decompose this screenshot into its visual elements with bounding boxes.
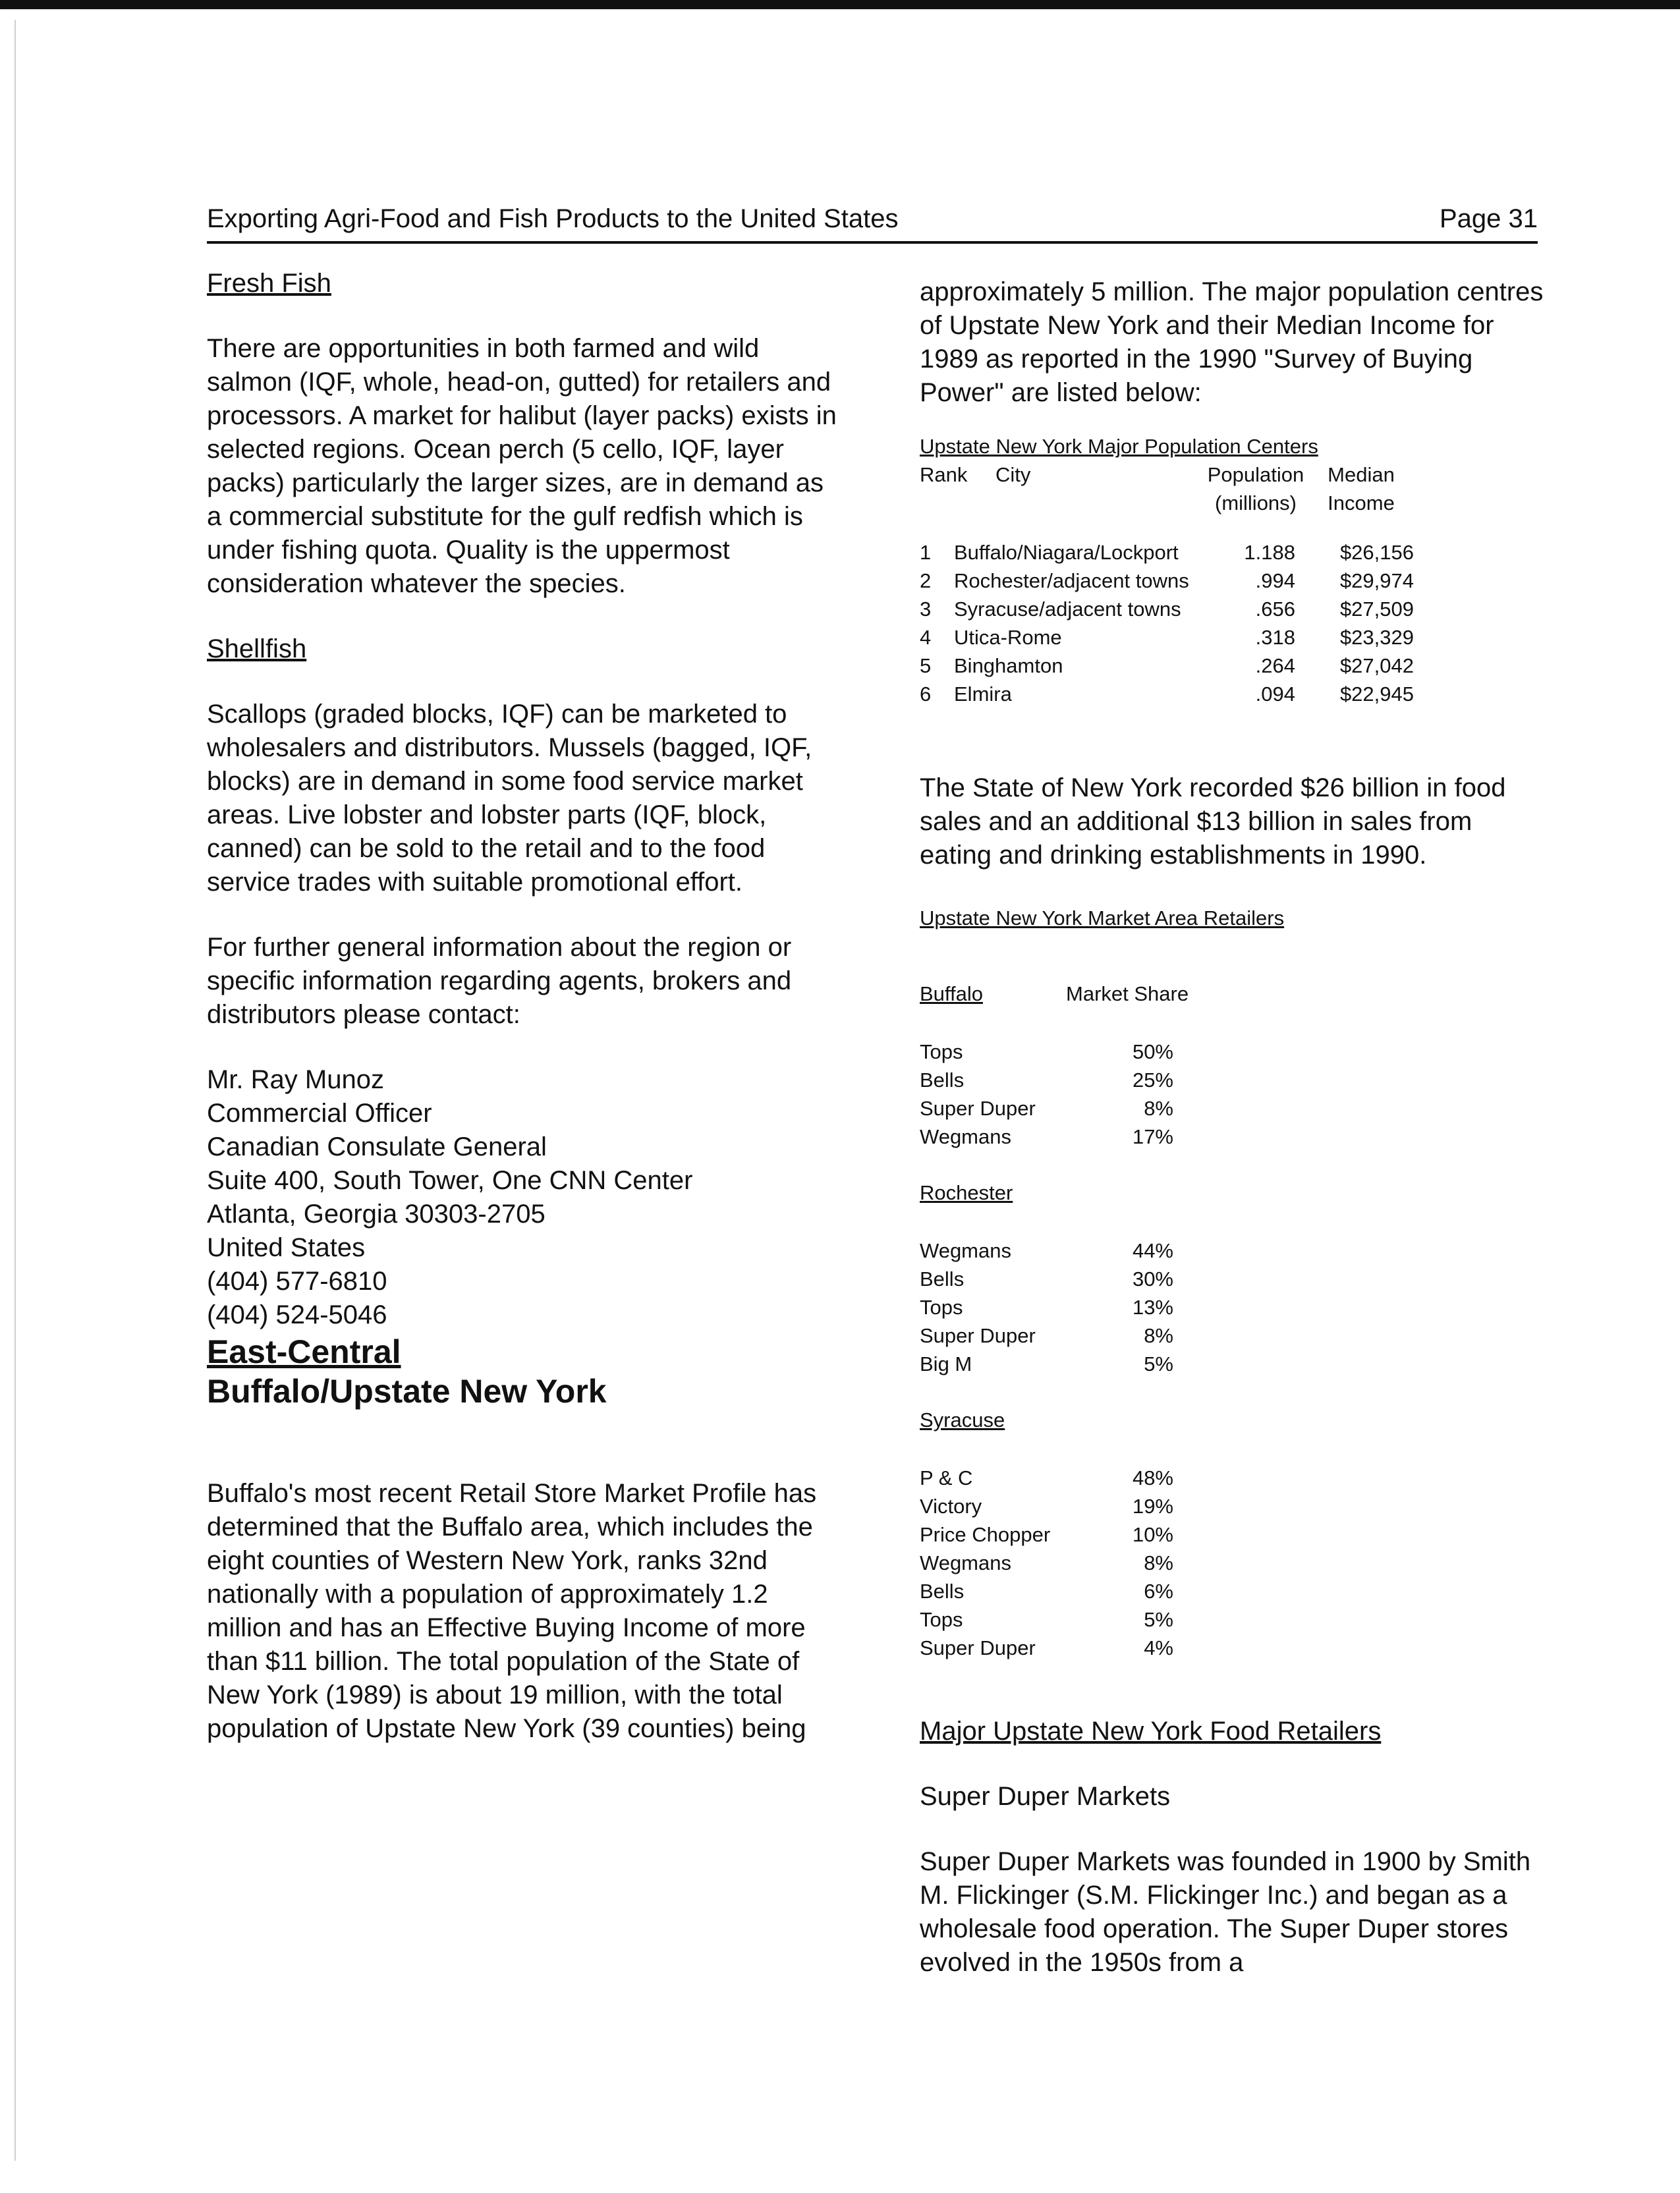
- left-column: [207, 267, 839, 1746]
- retailers-syracuse-header: [920, 1406, 1546, 1434]
- page-header: [207, 202, 1538, 244]
- sales-paragraph: The State of New York recorded $26 billion in food sales and an additional $13 billion in sales from eating and drinking establishments in 1990.: [920, 773, 1506, 870]
- table-row: Wegmans 8%: [920, 1551, 1173, 1574]
- region-heading: East-Central: [207, 1333, 401, 1370]
- retailers-buffalo-header: [920, 980, 1546, 1008]
- shellfish-heading: Shellfish: [207, 634, 307, 663]
- col-city: City: [995, 463, 1031, 486]
- continuation-paragraph: approximately 5 million. The major population centres of Upstate New York and their Median Income for 1989 as reported in the 1990 "Survey of Buying Power" are listed below:: [920, 277, 1544, 407]
- table-row: Bells 6%: [920, 1580, 1173, 1603]
- city-label: Buffalo: [920, 982, 983, 1005]
- retailers-table-title: Upstate New York Market Area Retailers: [920, 906, 1285, 930]
- buffalo-paragraph: Buffalo's most recent Retail Store Market Profile has determined that the Buffalo area, which includes the eight counties of Western New York, ranks 32nd nationally with a population of approximately 1.2 million and has an Effective Buying Income of more than $11 billion. The total population of the State of New York (1989) is about 19 million, with the total population of Upstate New York (39 counties) being: [207, 1479, 817, 1743]
- table-row: Big M 5%: [920, 1352, 1173, 1375]
- table-row: 1 Buffalo/Niagara/Lockport 1.188 $26,156: [920, 541, 1414, 564]
- fresh-fish-heading: Fresh Fish: [207, 269, 331, 298]
- table-row: 2 Rochester/adjacent towns .994 $29,974: [920, 569, 1414, 592]
- table-row: 3 Syracuse/adjacent towns .656 $27,509: [920, 597, 1414, 621]
- table-row: 6 Elmira .094 $22,945: [920, 682, 1414, 706]
- retailers-rochester-header: [920, 1179, 1546, 1207]
- contact-phone: (404) 524-5046: [207, 1300, 387, 1329]
- population-table-title: Upstate New York Major Population Centers: [920, 435, 1318, 458]
- contact-line: Canadian Consulate General: [207, 1132, 547, 1161]
- fresh-fish-paragraph: There are opportunities in both farmed and wild salmon (IQF, whole, head-on, gutted) for retailers and processors. A market for halibut (layer packs) exists in selected regions. Ocean perch (5 cello, IQF, layer packs) particularly the larger sizes, are in demand as a commercial substitute for the gulf redfish which is under fishing quota. Quality is the uppermost consideration whatever the species.: [207, 334, 837, 598]
- table-row: Tops 13%: [920, 1296, 1173, 1319]
- city-heading: Buffalo/Upstate New York: [207, 1373, 607, 1410]
- scan-top-edge: [0, 0, 1680, 9]
- shellfish-paragraph: Scallops (graded blocks, IQF) can be marketed to wholesalers and distributors. Mussels (bagged, IQF, blocks) are in demand in some food service market areas. Live lobster and lobster parts (IQF, block, canned) can be sold to the retail and to the food service trades with suitable promotional effort.: [207, 700, 812, 897]
- table-row: Tops 5%: [920, 1608, 1173, 1631]
- table-row: Victory 19%: [920, 1495, 1173, 1518]
- table-row: Bells 30%: [920, 1267, 1173, 1291]
- table-row: 4 Utica-Rome .318 $23,329: [920, 626, 1414, 649]
- contact-phone: (404) 577-6810: [207, 1267, 387, 1296]
- super-duper-heading: Super Duper Markets: [920, 1782, 1171, 1811]
- contact-line: Atlanta, Georgia 30303-2705: [207, 1200, 546, 1229]
- table-row: Price Chopper 10%: [920, 1523, 1173, 1546]
- table-row: P & C 48%: [920, 1466, 1173, 1489]
- population-table-header: [920, 460, 1546, 524]
- population-table: [920, 432, 1546, 708]
- document-title: Exporting Agri-Food and Fish Products to the United States: [207, 204, 899, 233]
- col-rank: Rank: [920, 463, 968, 486]
- table-row: 5 Binghamton .264 $27,042: [920, 654, 1414, 677]
- scan-left-edge: [14, 20, 16, 2161]
- table-row: Wegmans 44%: [920, 1239, 1173, 1262]
- table-row: Super Duper 8%: [920, 1324, 1173, 1347]
- col-population: Population (millions): [1207, 463, 1304, 514]
- retailers-table: [920, 980, 1546, 1662]
- page-number: Page 31: [1439, 204, 1538, 233]
- table-row: Super Duper 4%: [920, 1636, 1173, 1659]
- table-row: Wegmans 17%: [920, 1125, 1173, 1148]
- city-label: Syracuse: [920, 1408, 1005, 1431]
- contact-line: Mr. Ray Munoz: [207, 1065, 384, 1094]
- contact-address: [207, 1063, 839, 1332]
- city-label: Rochester: [920, 1181, 1013, 1204]
- right-column: [920, 275, 1546, 1980]
- contact-intro: For further general information about the region or specific information regarding agents, brokers and distributors please contact:: [207, 933, 792, 1029]
- super-duper-paragraph: Super Duper Markets was founded in 1900 by Smith M. Flickinger (S.M. Flickinger Inc.) and began as a wholesale food operation. The Super Duper stores evolved in the 1950s from a: [920, 1847, 1531, 1977]
- contact-line: Suite 400, South Tower, One CNN Center: [207, 1166, 693, 1195]
- major-retailers-heading: Major Upstate New York Food Retailers: [920, 1717, 1382, 1746]
- table-row: Super Duper 8%: [920, 1097, 1173, 1120]
- market-share-label: Market Share: [1066, 982, 1189, 1005]
- table-row: Tops 50%: [920, 1040, 1173, 1063]
- contact-line: United States: [207, 1233, 366, 1262]
- table-row: Bells 25%: [920, 1069, 1173, 1092]
- contact-line: Commercial Officer: [207, 1099, 432, 1128]
- col-income: Median Income: [1328, 463, 1395, 514]
